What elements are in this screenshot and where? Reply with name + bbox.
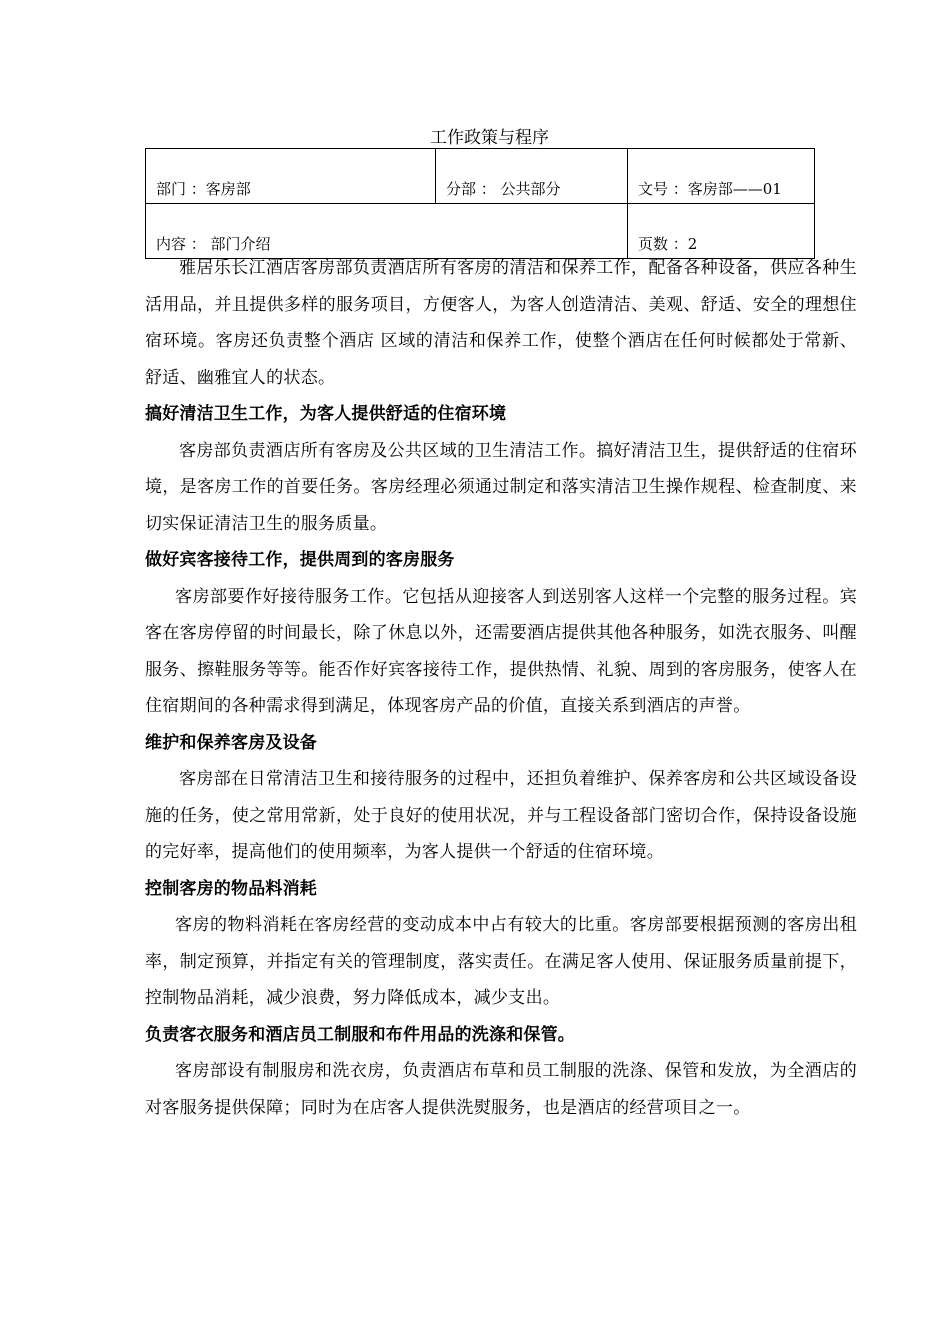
document-body — [145, 250, 857, 1126]
section-paragraph: 客房的物料消耗在客房经营的变动成本中占有较大的比重。客房部要根据预测的客房出租率，制定预算，并指定有关的管理制度，落实责任。在满足客人使用、保证服务质量前提下，控制物品消耗，减少浪费，努力降低成本，减少支出。 — [145, 915, 857, 1008]
pages-cell: 页数 ：2 — [628, 204, 815, 259]
section-paragraph: 客房部负责酒店所有客房及公共区域的卫生清洁工作。搞好清洁卫生，提供舒适的住宿环境，是客房工作的首要任务。客房经理必须通过制定和落实清洁卫生操作规程、检查制度、来切实保证清洁卫生的服务质量。 — [145, 440, 857, 534]
section-paragraph: 客房部在日常清洁卫生和接待服务的过程中，还担负着维护、保养客房和公共区域设备设施的任务，使之常用常新，处于良好的使用状况，并与工程设备部门密切合作，保持设备设施的完好率，提高他们的使用频率，为客人提供一个舒适的住宿环境。 — [145, 769, 857, 862]
section-heading: 控制客房的物品料消耗 — [145, 878, 317, 899]
document-header-table — [145, 148, 815, 259]
document-title: 工作政策与程序 — [430, 128, 549, 148]
content-cell: 内容 ： 部门介绍 — [146, 204, 628, 259]
section-heading: 搞好清洁卫生工作，为客人提供舒适的住宿环境 — [145, 404, 507, 424]
section-heading: 做好宾客接待工作，提供周到的客房服务 — [145, 550, 455, 570]
department-cell: 部门 ：客房部 — [146, 149, 436, 204]
intro-paragraph: 雅居乐长江酒店客房部负责酒店所有客房的清洁和保养工作，配备各种设备，供应各种生活用品，并且提供多样的服务项目，方便客人，为客人创造清洁、美观、舒适、安全的理想住宿环境。客房还负责整个酒店 区域的清洁和保养工作，使整个酒店在任何时候都处于常新、舒适、幽雅宜人的状态。 — [145, 258, 857, 388]
header-row-1 — [146, 149, 815, 204]
section-paragraph: 客房部设有制服房和洗衣房，负责酒店布草和员工制服的洗涤、保管和发放，为全酒店的对客服务提供保障；同时为在店客人提供洗熨服务，也是酒店的经营项目之一。 — [145, 1061, 857, 1118]
section-heading: 维护和保养客房及设备 — [145, 732, 317, 753]
doc-number-cell: 文号 ：客房部——01 — [628, 149, 815, 204]
subdivision-cell: 分部 ： 公共部分 — [436, 149, 628, 204]
section-heading: 负责客衣服务和酒店员工制服和布件用品的洗涤和保管。 — [145, 1024, 575, 1045]
section-paragraph: 客房部要作好接待服务工作。它包括从迎接客人到送别客人这样一个完整的服务过程。宾客在客房停留的时间最长，除了休息以外，还需要酒店提供其他各种服务，如洗衣服务、叫醒服务、擦鞋服务等等。能否作好宾客接待工作，提供热情、礼貌、周到的客房服务，使客人在住宿期间的各种需求得到满足，体现客房产品的价值，直接关系到酒店的声誉。 — [145, 586, 857, 716]
